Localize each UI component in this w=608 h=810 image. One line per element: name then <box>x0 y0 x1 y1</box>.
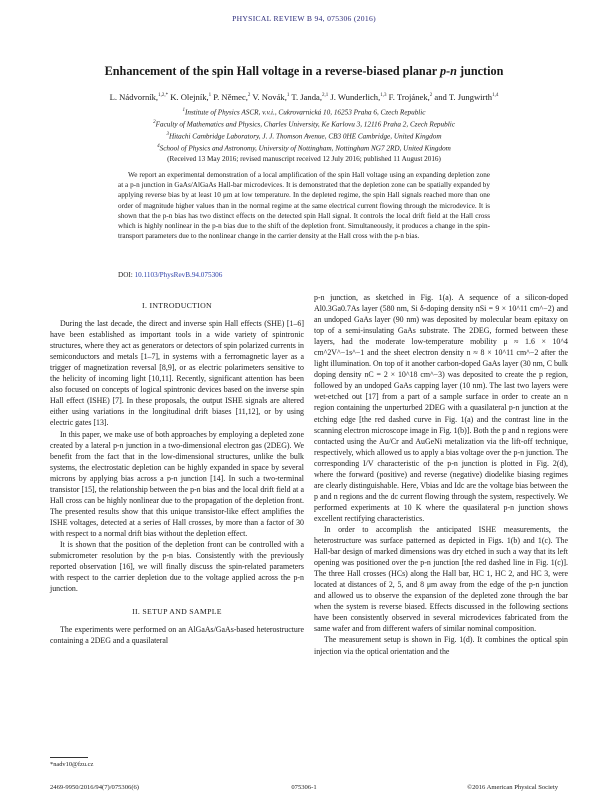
section-heading-introduction: I. INTRODUCTION <box>142 301 212 310</box>
affiliation-1: $^1$Institute of Physics ASCR, v.v.i., Cukrovarnická 10, 16253 Praha 6, Czech Republic <box>182 108 426 117</box>
setup-paragraph-3: In order to accomplish the anticipated ISHE measurements, the heterostructure was surface patterned as depicted in Figs. 1(b) and 1(c). The Hall-bar design of marked dimensions was dry etched in such a way that its left opening was positioned over the p-n junction [the red dashed line in Fig. 1(c)]. The three Hall crosses (HCs) along the Hall bar, HC 1, HC 2, and HC 3, were located at distances of 2, 5, and 8 μm away from the edge of the p-n junction and allowed us to observe the expansion of the depleted zone through the bar when the system is reverse biased. Effects discussed in the following sections have been consistently observed in several microdevices fabricated from the same wafer and from different wafers of similar nominal composition. <box>314 524 568 634</box>
intro-paragraph-1: During the last decade, the direct and inverse spin Hall effects (SHE) [1–6] have been established as important tools in a wide variety of spintronic structures, where they act as generators or detectors of spin polarized currents in semiconductors and metals [1–7], in systems with a ferromagnetic layer as a trigger of magnetization reversal [8,9], or as electric polarimeters sensitive to the helicity of incoming light [10,11]. Recently, significant attention has been also focused on concepts of logical spintronic devices based on the inverse spin Hall effect (ISHE) [7]. In these proposals, the output ISHE signals are altered either using variations in the longitudinal drift biases [11,12], or by using electric gates [13]. <box>50 319 304 428</box>
footnote: *nadv10@fzu.cz <box>50 761 94 768</box>
setup-paragraph-4: The measurement setup is shown in Fig. 1(d). It combines the optical spin injection via the optical orientation and the <box>314 635 568 656</box>
footer-copyright: ©2016 American Physical Society <box>467 784 558 791</box>
affiliation-3: $^3$Hitachi Cambridge Laboratory, J. J. Thomson Avenue, CB3 0HE Cambridge, United Kingdom <box>166 131 442 141</box>
received-dates: (Received 13 May 2016; revised manuscript received 12 July 2016; published 11 August 2016) <box>167 155 441 163</box>
journal-header: PHYSICAL REVIEW B 94, 075306 (2016) <box>232 14 376 23</box>
intro-paragraph-2: In this paper, we make use of both approaches by employing a depleted zone created by a lateral p-n junction in a two-dimensional electron gas (2DEG). We benefit from the fact that in the low-dimensional structures, unlike the bulk systems, the electrostatic depletion can be highly expanded in space by several microns by applying bias across a p-n junction [14]. In such a two-terminal transistor [15], the relationship between the p-n bias and the local drift field at a Hall cross can be highly nonlinear due to the propagation of the depletion front. The presented results show that this unique transistor-like effect amplifies the ISHE voltages, detected at a series of Hall crosses, by more than a factor of 30 with respect to a normal drift bias without the depletion effect. <box>50 429 304 538</box>
setup-paragraph-2: p-n junction, as sketched in Fig. 1(a). A sequence of a silicon-doped Al0.3Ga0.7As layer (580 nm, Si δ-doping density nSi = 9 × 10^11 cm^−2) and an undoped GaAs layer (90 nm) was deposited by molecular beam epitaxy on top of a semi-insulating GaAs substrate. The 2DEG, formed between these layers, had the moderate low-temperature mobility μ ≈ 1.6 × 10^4 cm^2V^−1s^−1 and the sheet electron density n ≈ 8 × 10^11 cm^−2 after the light illumination. On top of it another carbon-doped GaAs layer (30 nm, C bulk doping density nC = 2 × 10^18 cm^−3) was deposited to create the p region, followed by an undoped GaAs capping layer (10 nm). The last two layers were wet-etched out [17] from a part of a sample surface in order to create an n region containing the unperturbed 2DEG with a quasilateral p-n junction at the etching edge [the red dashed curve in Fig. 1(a) and the contrast line in the scanning electron microscope image in Fig. 1(b)]. Both the p and n regions were contacted using the Au/Cr and AuGeNi metalization via the lift-off technique, respectively, which allowed us to apply a bias voltage over the p-n junction. The corresponding I/V characteristic of the p-n junction is plotted in Fig. 2(d), where the forward (positive) and reverse (negative) diodelike biasing regimes are clearly distinguishable. Here, Vbias and Idc are the voltage bias between the p and n regions and the dc current flowing through the system, respectively. We performed experiments at 10 K where the quasilateral p-n junction shows excellent rectifying characteristics. <box>314 293 568 523</box>
affiliation-2: $^2$Faculty of Mathematics and Physics, Charles University, Ke Karlovu 3, 12116 Praha 2, Czech Republic <box>153 119 455 129</box>
abstract: We report an experimental demonstration of a local amplification of the spin Hall voltage using an expanding depletion zone at a p-n junction in GaAs/AlGaAs Hall-bar microdevices. It is demonstrated that the depletion zone can be spatially expanded by applying reverse bias by at least 10 μm at low temperature. In the depleted regime, the spin Hall signals reached more than one order of magnitude higher values than in the normal regime at the same electrical current flowing through the microdevice. It is shown that the p-n bias has two distinct effects on the detected spin Hall signal. It controls the local drift field at the Hall cross which is highly nonlinear in the p-n bias due to the shift of the depletion front. Simultaneously, it produces a change in the spin-transport parameters due to the nonlinear change in the carrier density at the Hall cross with the p-n bias. <box>118 171 490 241</box>
footer-page-number: 075306-1 <box>291 784 317 791</box>
affiliation-4: $^4$School of Physics and Astronomy, University of Nottingham, Nottingham NG7 2RD, United Kingdom <box>157 143 451 153</box>
setup-paragraph-1: The experiments were performed on an AlGaAs/GaAs-based heterostructure containing a 2DEG and a quasilateral <box>50 625 304 646</box>
section-heading-setup: II. SETUP AND SAMPLE <box>132 607 222 617</box>
paper-title: Enhancement of the spin Hall voltage in a reverse-biased planar p-n junction <box>104 64 504 78</box>
footnote-divider <box>50 757 88 758</box>
doi <box>118 271 222 279</box>
doi-label: DOI: <box>118 271 133 279</box>
doi-link[interactable]: 10.1103/PhysRevB.94.075306 <box>134 271 223 279</box>
affiliations <box>30 106 578 154</box>
left-column <box>50 292 304 646</box>
footer-issn: 2469-9950/2016/94(7)/075306(6) <box>50 784 140 791</box>
intro-paragraph-3: It is shown that the position of the depletion front can be controlled with a submicrometer resolution by the p-n bias. Consistently with the previously reported observation [16], we will finally discuss the spin-related parameters with respect to the carrier depletion due to the voltage applied across the p-n junction. <box>50 539 304 594</box>
right-column <box>314 292 568 657</box>
author-list: L. Nádvorník,$^{1,2,*}$ K. Olejník,$^1$ P. Němec,$^2$ V. Novák,$^1$ T. Janda,$^{2,1}$ J. Wunderlich,$^{1,3}$ F. Trojánek,$^2$ and T. Jungwirth$^{1,4}$ <box>109 92 499 102</box>
